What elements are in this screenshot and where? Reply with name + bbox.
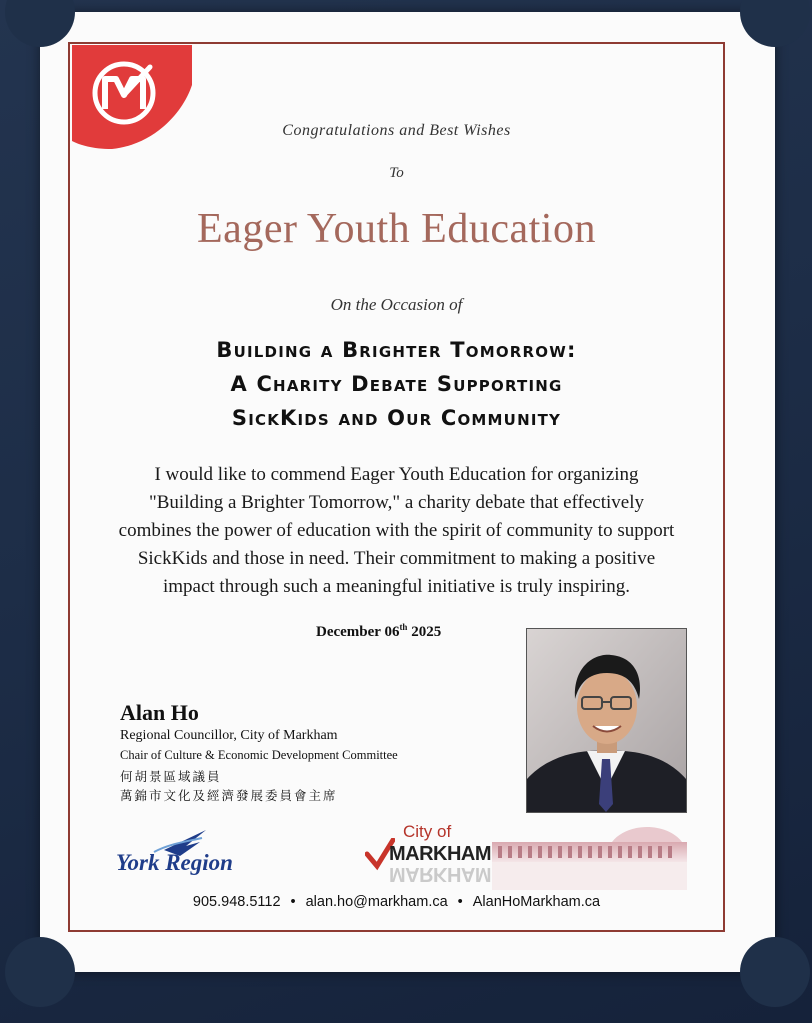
portrait-photo xyxy=(526,628,687,813)
date-day: December 06 xyxy=(316,624,400,640)
website: AlanHoMarkham.ca xyxy=(472,894,601,910)
york-region-logo xyxy=(114,828,274,880)
to-text: To xyxy=(389,165,404,181)
event-title-line: SickKids and Our Community xyxy=(231,406,562,430)
signer-chinese-title: 何胡景區域議員 xyxy=(120,769,222,784)
markham-reflection: MARKHAM xyxy=(389,863,492,885)
civic-centre-building-icon xyxy=(492,812,687,890)
corner-notch xyxy=(5,0,75,47)
occasion-label: On the Occasion of xyxy=(330,295,463,314)
separator: • xyxy=(290,894,296,910)
recipient-name: Eager Youth Education xyxy=(197,206,596,252)
email-address: alan.ho@markham.ca xyxy=(305,894,448,910)
signer-committee: Chair of Culture & Economic Development Committee xyxy=(120,748,398,762)
body-line: "Building a Brighter Tomorrow," a charity debate that effectively xyxy=(148,492,644,513)
york-region-text: York Region xyxy=(116,850,233,875)
commendation-text xyxy=(68,461,725,601)
city-of-markham-logo xyxy=(365,822,492,888)
markham-text: MARKHAM xyxy=(389,843,492,865)
signer-chinese-committee: 萬錦市文化及經濟發展委員會主席 xyxy=(120,788,338,803)
certificate-date xyxy=(316,622,441,641)
corner-notch xyxy=(5,937,75,1007)
signer-name: Alan Ho xyxy=(120,700,199,725)
event-title-line: Building a Brighter Tomorrow: xyxy=(216,338,577,362)
body-line: impact through such a meaningful initiative is truly inspiring. xyxy=(162,576,630,597)
signer-title: Regional Councillor, City of Markham xyxy=(120,728,338,743)
event-title xyxy=(68,333,725,435)
contact-line xyxy=(68,894,725,910)
greeting-text: Congratulations and Best Wishes xyxy=(282,122,511,139)
body-line: I would like to commend Eager Youth Education for organizing xyxy=(154,464,639,485)
city-of-text: City of xyxy=(403,822,452,841)
event-title-line: A Charity Debate Supporting xyxy=(230,372,563,396)
body-line: SickKids and those in need. Their commitment to making a positive xyxy=(137,548,656,569)
body-line: combines the power of education with the spirit of community to support xyxy=(118,520,675,541)
corner-notch xyxy=(740,0,810,47)
date-suffix: th xyxy=(399,622,408,632)
corner-notch xyxy=(740,937,810,1007)
phone-number: 905.948.5112 xyxy=(192,894,281,910)
date-year: 2025 xyxy=(411,624,442,640)
separator: • xyxy=(457,894,463,910)
